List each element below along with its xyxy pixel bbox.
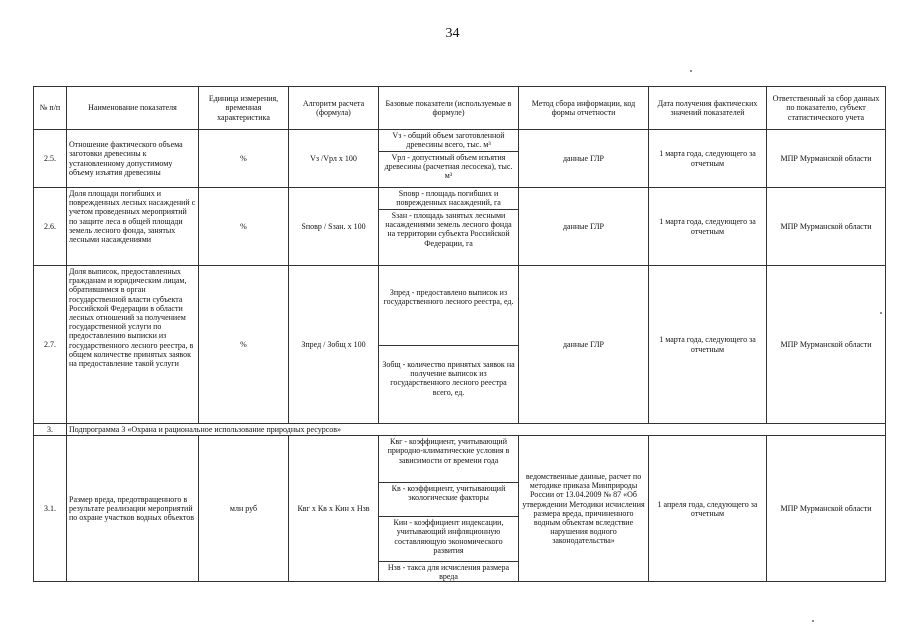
row-number: 3.1. [34,436,67,582]
page-number: 34 [445,26,460,41]
date-cell: 1 марта года, следующего за отчетным [649,188,767,266]
section-row [34,424,886,436]
table-row [34,436,886,582]
formula-cell: Квг х Кв х Кин х Нзв [289,436,379,582]
base-indicators [379,188,519,266]
scan-speck [880,312,882,314]
base-indicator: Кв - коэффициент, учитывающий экологические факторы [379,483,518,517]
base-indicators [379,436,519,582]
base-indicator: Кин - коэффициент индексации, учитывающий инфляционную составляющую экономического развития [379,517,518,562]
header-base: Базовые показатели (используемые в формуле) [379,87,519,130]
base-indicator: Зобщ - количество принятых заявок на получение выписок из государственного лесного реестра всего, ед. [382,360,515,397]
indicator-name: Доля выписок, предоставленных гражданам и юридическим лицам, обратившимся в орган государственной власти субъекта Российской Федерации в области лесных отношений за получением государственной услуги по предоставлению выписки из государственного лесного реестра, в общем количестве принятых заявок на предоставление такой услуги [67,266,199,424]
base-indicator: Vрл - допустимый объем изъятия древесины (расчетная лесосека), тыс. м³ [384,153,513,181]
base-indicators [379,130,519,188]
header-responsible: Ответственный за сбор данных по показателю, субъект статистического учета [767,87,886,130]
header-row [34,87,886,130]
formula-cell: Vз /Vрл х 100 [289,130,379,188]
responsible-cell: МПР Мурманской области [767,436,886,582]
method-cell: ведомственные данные, расчет по методике приказа Минприроды России от 13.04.2009 № 87 «Об утверждении Методики исчисления размера вреда, причиненного водным объектам вследствие нарушения водного законодательства» [519,436,649,582]
unit-cell: % [199,266,289,424]
scan-speck [812,620,814,622]
base-indicator: Sзан - площадь занятых лесными насаждениями земель лесного фонда на территории субъекта Российской Федерации, га [385,211,512,248]
table-row [34,188,886,266]
header-num: № п/п [34,87,67,130]
unit-cell: % [199,130,289,188]
indicator-name: Отношение фактического объема заготовки древесины к установленному допустимому объему изъятия древесины [67,130,199,188]
base-indicator: Vз - общий объем заготовленной древесины всего, тыс. м³ [379,130,518,152]
base-indicator: Sповр - площадь погибших и поврежденных насаждений, га [379,188,518,210]
header-unit: Единица измерения, временная характеристика [199,87,289,130]
indicators-table [33,86,886,582]
base-indicators [379,266,519,424]
table-row [34,130,886,188]
scan-speck [690,70,692,72]
section-title: Подпрограмма 3 «Охрана и рациональное использование природных ресурсов» [67,424,886,436]
header-date: Дата получения фактических значений показателей [649,87,767,130]
indicator-name: Размер вреда, предотвращенного в результате реализации мероприятий по охране участков водных объектов [67,436,199,582]
table-row [34,266,886,424]
method-cell: данные ГЛР [519,266,649,424]
row-number: 2.6. [34,188,67,266]
unit-cell: млн руб [199,436,289,582]
header-method: Метод сбора информации, код формы отчетности [519,87,649,130]
base-indicator: Нзв - такса для исчисления размера вреда [387,563,510,582]
header-algorithm: Алгоритм расчета (формула) [289,87,379,130]
date-cell: 1 марта года, следующего за отчетным [649,266,767,424]
base-indicator: Квг - коэффициент, учитывающий природно-климатические условия в зависимости от времени года [379,436,518,483]
responsible-cell: МПР Мурманской области [767,188,886,266]
row-number: 2.7. [34,266,67,424]
row-number: 2.5. [34,130,67,188]
method-cell: данные ГЛР [519,188,649,266]
header-name: Наименование показателя [67,87,199,130]
formula-cell: Зпред / Зобщ х 100 [289,266,379,424]
base-indicator: Зпред - предоставлено выписок из государственного лесного реестра, ед. [379,266,518,346]
date-cell: 1 марта года, следующего за отчетным [649,130,767,188]
method-cell: данные ГЛР [519,130,649,188]
section-number: 3. [34,424,67,436]
date-cell: 1 апреля года, следующего за отчетным [649,436,767,582]
responsible-cell: МПР Мурманской области [767,130,886,188]
indicator-name: Доля площади погибших и поврежденных лесных насаждений с учетом проведенных мероприятий по защите леса в общей площади земель лесного фонда, занятых лесными насаждениями [67,188,199,266]
responsible-cell: МПР Мурманской области [767,266,886,424]
unit-cell: % [199,188,289,266]
formula-cell: Sповр / Sзан. х 100 [289,188,379,266]
